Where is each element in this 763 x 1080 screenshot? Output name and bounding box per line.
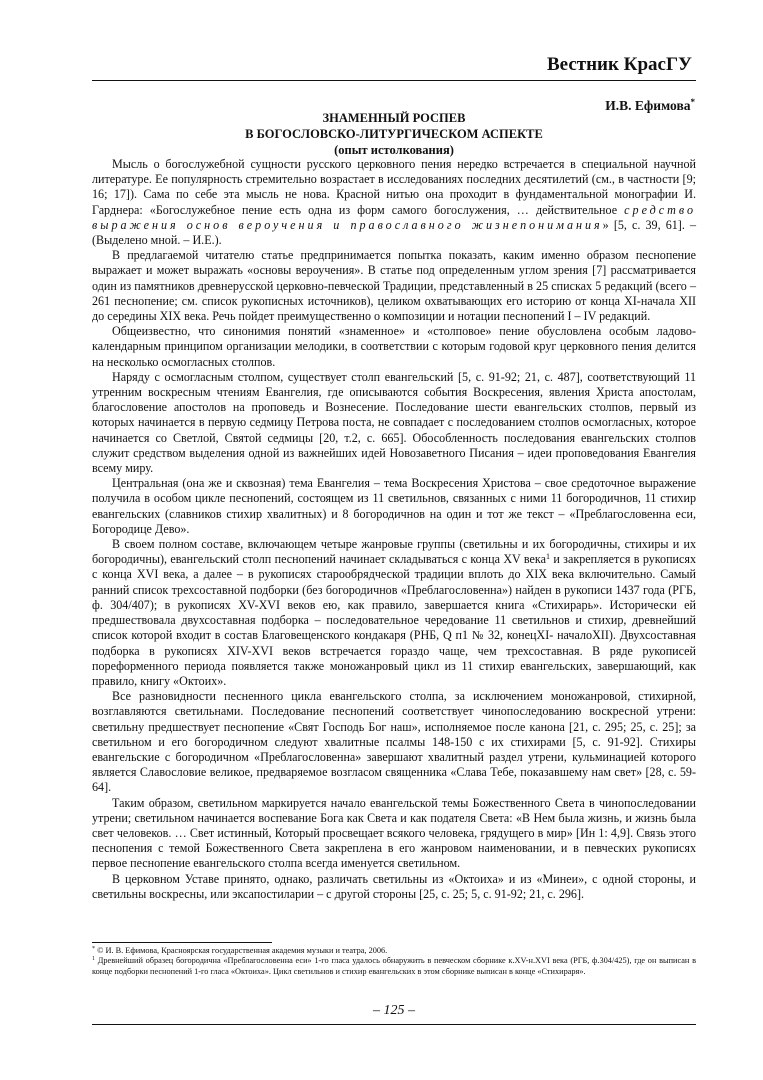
paragraph-6-text-a: В своем полном составе, включающем четыре жанровые группы (светильны и их богородичны, стихиры и их богородичны), евангельский столп песнопений начинает складываться с конца XV века — [92, 537, 696, 567]
paragraph-2: В предлагаемой читателю статье предпринимается попытка показать, каким именно образом песнопение выражает и может выражать «основы вероучения». В статье под определенным углом зрения [7] рассматривается один из памятников древнерусской церковно-певческой Традиции, представленный в 25 списках 5 редакций (всего – 261 песнопение; см. список рукописных источников), целиком охватывающих его историю от конца XI-начала XII до середины XIX века. Речь пойдет преимущественно о композиции и нотации песнопений I – IV редакций. — [92, 248, 696, 324]
footnote-ref-1: 1 — [546, 552, 550, 562]
title-subtitle: (опыт истолкования) — [334, 143, 454, 157]
footnote-author — [92, 946, 696, 956]
header-rule — [92, 80, 696, 81]
paragraph-3: Общеизвестно, что синонимия понятий «знаменное» и «столповое» пение обусловлена особым ладово-календарным принципом организации мелодики, в соответствии с которым годовой круг церковного пения делится на несколько осмогласных столпов. — [92, 324, 696, 369]
paragraph-5: Центральная (она же и сквозная) тема Евангелия – тема Воскресения Христова – свое средоточное выражение получила в особом цикле песнопений, состоящем из 11 светильнов, связанных с ними 11 богородичнов, 11 стихир евангельских (славников стихир хвалитных) и 8 богородичнов на один и тот же текст – «Преблагословенна еси, Богородице Дево». — [92, 476, 696, 536]
paragraph-4: Наряду с осмогласным столпом, существует столп евангельский [5, с. 91-92; 21, с. 487], соответствующий 11 утренним воскресным чтениям Евангелия, где описываются события Воскресения, явления Христа апостолам, благословение апостолов на проповедь и Вознесение. Последование шести евангельских столпов, первый из которых начинается в первую седмицу Петрова поста, не совпадает с последованием столпов осмогласных, которое начинается со Светлой, Святой седмицы [20, т.2, с. 665]. Обособленность последования евангельских столпов служит средством выделения одной из важнейших идей Новозаветного Писания – идеи проповедования Евангелия всему миру. — [92, 369, 696, 476]
title-line-1: ЗНАМЕННЫЙ РОСПЕВ — [322, 111, 466, 125]
footnote-1-mark: 1 — [92, 956, 95, 963]
page-number: – 125 – — [373, 1003, 415, 1018]
paragraph-9: В церковном Уставе принято, однако, различать светильны из «Октоиха» и из «Минеи», с одной стороны, и светильны воскресны, или эксапостиларии – с другой стороны [25, с. 25; 5, с. 91-92; 21, с. 296]. — [92, 871, 696, 901]
footnote-author-mark: * — [92, 946, 95, 952]
footnote-rule — [92, 942, 272, 943]
paragraph-8: Таким образом, светильном маркируется начало евангельской темы Божественного Света в чинопоследовании утрени; светильном начинается воспевание Бога как Света и как подателя Света: «В Нем была жизнь, и жизнь была свет человеков. … Свет истинный, Который просвещает всякого человека, грядущего в мир» [Ин 1: 4,9]. Связь этого песнопения с темой Божественного Света закреплена в его жанровом наименовании, и в певческих рукописях первое песнопение евангельского столпа всегда именуется светильном. — [92, 795, 696, 871]
bottom-rule — [92, 1024, 696, 1025]
footnote-1-text: Древнейший образец богородична «Преблагословенна еси» 1-го гласа удалось обнаружить в певческом сборнике к.XV-н.XVI века (РГБ, ф.304/425), где он выписан в конце подборки песнопений 1-го гласа «Октоиха». Цикл светильнов и стихир евангельских в этом сборнике выписан в конце «Стихираря». — [92, 956, 696, 976]
author-footnote-mark: * — [690, 97, 695, 107]
author-name: И.В. Ефимова — [605, 98, 691, 113]
footnote-1 — [92, 956, 696, 977]
paragraph-1-citation: » [5, с. 39, 61]. – (Выделено мной. – И.Е.). — [92, 217, 696, 248]
paragraph-1 — [92, 157, 696, 248]
footnote-author-text: © И. В. Ефимова, Красноярская государственная академия музыки и театра, 2006. — [95, 946, 388, 955]
paragraph-6 — [92, 537, 696, 689]
footnotes — [92, 946, 696, 977]
paragraph-1-emphasis: средство выражения основ вероучения и православного жизнепонимания — [92, 202, 696, 232]
journal-title: Вестник КрасГУ — [546, 54, 692, 75]
article-title — [92, 110, 696, 158]
title-line-2: В БОГОСЛОВСКО-ЛИТУРГИЧЕСКОМ АСПЕКТЕ — [245, 127, 543, 141]
article-body — [92, 157, 696, 902]
paragraph-6-text-b: и закрепляется в рукописях с конца XVI века, а далее – в рукописях старообрядческой традиции вплоть до XIX века включительно. Самый ранний список трехсоставной подборки (без богородичнов «Преблагословенна») найден в рукописи 1437 года (РГБ, ф. 304/407); в рукописях XV-XVI веков ею, как правило, завершается книга «Стихирарь». Исторически ей предшествовала двухсоставная подборка – последовательное чередование 11 светильнов и стихир, древнейший список которой входит в состав Благовещенского кондакаря (РНБ, Q п1 № 32, конецXI- началоXII). Двухсоставная подборка в рукописях XIV-XVI веков встречается гораздо чаще, чем трехсоставная. В ряде рукописей пореформенного периода появляется также моножанровый цикл из 11 стихир евангельских, завершающий, как правило, книгу «Октоих». — [92, 552, 696, 688]
paragraph-1-text: Мысль о богослужебной сущности русского церковного пения нередко встречается в специальной научной литературе. Ее популярность стремительно возрастает в исследованиях последних десятилетий (см., в частности [9; 16; 17]). Сама по себе эта мысль не нова. Красной нитью она проходит в фундаментальной монографии И. Гарднера: «Богослужебное пение есть одна из форм самого богослужения, … действительное — [92, 157, 696, 217]
paragraph-7: Все разновидности песненного цикла евангельского столпа, за исключением моножанровой, стихирной, возглавляются светильнами. Последование песнопений соответствует чинопоследованию воскресной утрени: светильну предшествует песнопение «Свят Господь Бог наш», исполняемое после канона [21, с. 295; 25, с. 25]; за светильном и его богородичном следуют хвалитные псалмы 148-150 с их стихирами [5, с. 91-92]. Стихиры евангельские с богородичном «Преблагословенна» завершают хвалитный раздел утрени, кульминацией которого является Славословие великое, предваряемое возгласом священника «Слава Тебе, показавшему нам свет» [28, с. 59-64]. — [92, 689, 696, 795]
